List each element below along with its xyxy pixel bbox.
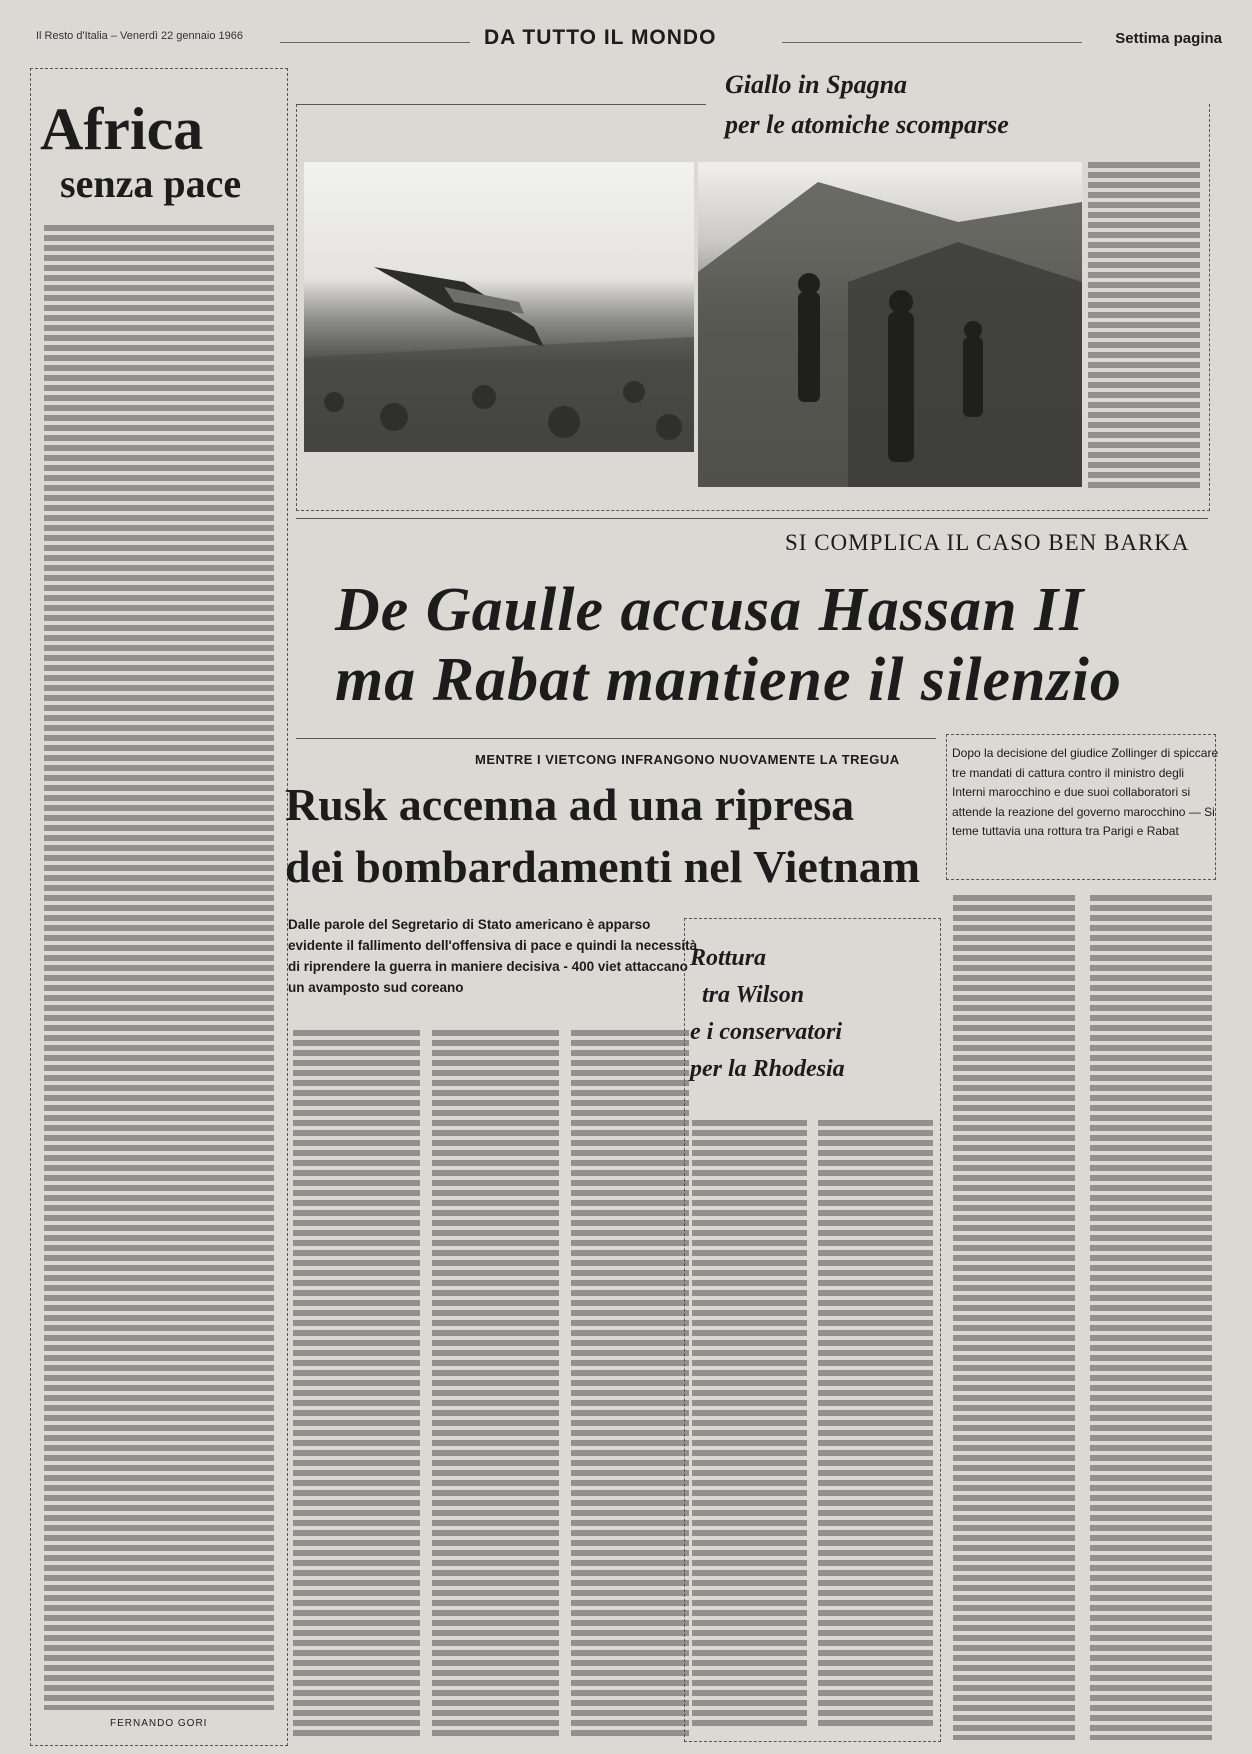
barka-top-rule <box>296 518 1208 519</box>
rhodesia-headline-line4: per la Rhodesia <box>690 1056 845 1082</box>
rhodesia-headline <box>690 940 845 1088</box>
barka-headline-line1: De Gaulle accusa Hassan II <box>335 576 1085 644</box>
vietnam-deck: Dalle parole del Segretario di Stato americano è apparso evidente il fallimento dell'offensiva di pace e quindi la necessità di riprendere la guerra in maniere decisiva - 400 viet attaccano un avamposto sud coreano <box>288 917 698 995</box>
vietnam-body-col3 <box>571 1030 689 1740</box>
spagna-body-text <box>1088 162 1200 492</box>
masthead <box>22 28 1232 50</box>
vietnam-headline-line2: dei bombardamenti nel Vietnam <box>285 841 921 892</box>
rhodesia-body-col2 <box>818 1120 933 1730</box>
crashed-aircraft-photo <box>304 162 694 452</box>
africa-body-text <box>44 225 274 1710</box>
spagna-headline-line1: Giallo in Spagna <box>725 70 908 99</box>
spagna-rule <box>296 104 706 105</box>
africa-byline: FERNANDO GORI <box>110 1718 208 1729</box>
barka-summary: Dopo la decisione del giudice Zollinger di spiccare tre mandati di cattura contro il ministro degli Interni marocchino e due suoi collaboratori si attende la reazione del governo marocchino — Si teme tuttavia una rottura tra Parigi e Rabat <box>952 746 1219 838</box>
photo-left-svg <box>304 162 694 452</box>
search-team-hillside-photo <box>698 162 1082 487</box>
vietnam-kicker: MENTRE I VIETCONG INFRANGONO NUOVAMENTE LA TREGUA <box>475 752 900 767</box>
barka-headline-line2: ma Rabat mantiene il silenzio <box>335 646 1122 714</box>
vietnam-headline-line1: Rusk accenna ad una ripresa <box>285 779 855 830</box>
barka-body-col2 <box>1090 895 1212 1740</box>
barka-kicker: SI COMPLICA IL CASO BEN BARKA <box>785 530 1190 555</box>
africa-subheadline: senza pace <box>60 161 242 206</box>
rhodesia-headline-line3: e i conservatori <box>690 1019 842 1045</box>
rhodesia-headline-line2: tra Wilson <box>702 982 805 1008</box>
africa-headline: Africa <box>40 96 204 162</box>
masthead-date: Il Resto d'Italia – Venerdì 22 gennaio 1966 <box>36 30 243 42</box>
vietnam-top-rule <box>296 738 936 739</box>
rhodesia-headline-line1: Rottura <box>690 945 767 971</box>
photo-right-svg <box>698 162 1082 487</box>
masthead-rule-right <box>782 42 1082 43</box>
rhodesia-body-col1 <box>692 1120 807 1730</box>
page-label: Settima pagina <box>1115 30 1222 47</box>
spagna-headline-line2: per le atomiche scomparse <box>725 110 1009 139</box>
section-title: DA TUTTO IL MONDO <box>484 26 717 49</box>
vietnam-body-col2 <box>432 1030 559 1740</box>
barka-body-col1 <box>953 895 1075 1740</box>
vietnam-body-col1 <box>293 1030 420 1740</box>
masthead-rule-left <box>280 42 470 43</box>
